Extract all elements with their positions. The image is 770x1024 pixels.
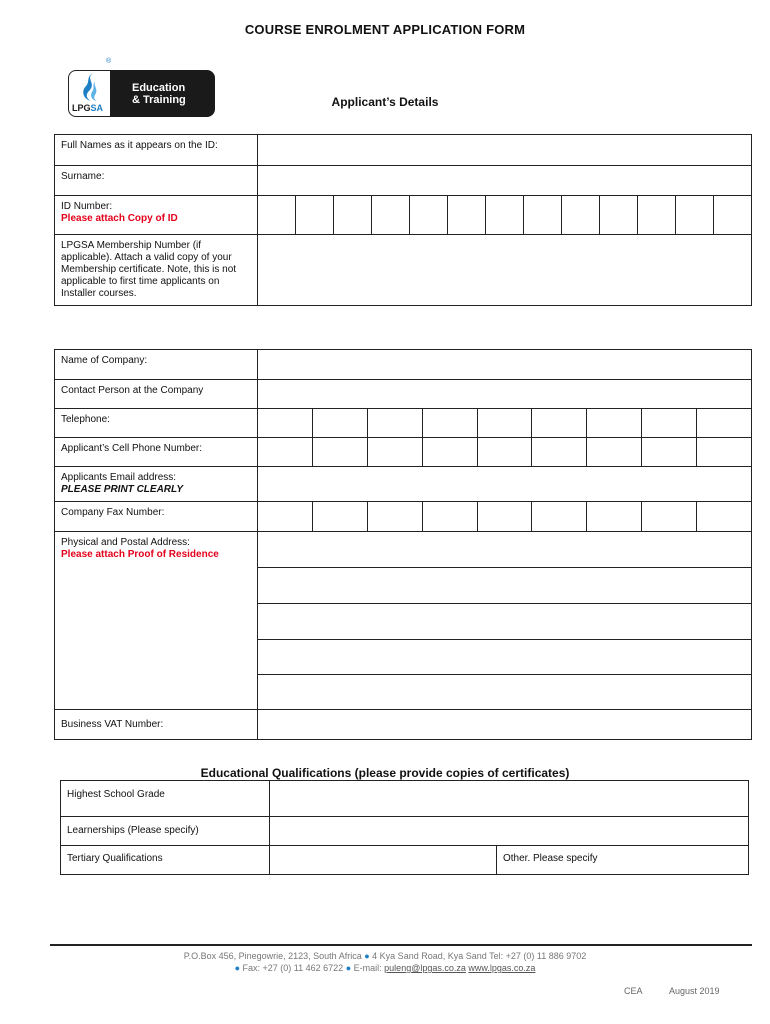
id-copy-note: Please attach Copy of ID <box>61 213 178 224</box>
id-digit-box[interactable] <box>334 196 372 235</box>
fax-label: Company Fax Number: <box>55 502 258 532</box>
applicant-table <box>54 134 752 306</box>
vat-number-field[interactable] <box>258 710 752 740</box>
company-name-field[interactable] <box>258 350 752 380</box>
tertiary-label: Tertiary Qualifications <box>61 846 270 875</box>
address-line-field[interactable] <box>258 604 752 640</box>
telephone-digit-box[interactable] <box>697 409 752 438</box>
footer-line-1 <box>0 950 770 962</box>
telephone-digit-box[interactable] <box>477 409 532 438</box>
other-specify-field[interactable] <box>497 846 749 875</box>
company-table <box>54 349 752 740</box>
website-link[interactable]: www.lpgas.co.za <box>468 963 536 973</box>
cell-digit-box[interactable] <box>477 438 532 467</box>
form-title: COURSE ENROLMENT APPLICATION FORM <box>244 22 526 37</box>
logo-wordmark: LPGSA <box>72 103 104 113</box>
registered-mark: ® <box>106 58 112 65</box>
id-digit-box[interactable] <box>258 196 296 235</box>
id-digit-box[interactable] <box>714 196 752 235</box>
logo-line-training: & Training <box>132 94 186 106</box>
learnerships-field[interactable] <box>270 817 749 846</box>
fax-digit-box[interactable] <box>697 502 752 532</box>
telephone-digit-box[interactable] <box>367 409 422 438</box>
bullet-icon: ● <box>345 963 352 973</box>
cell-digit-box[interactable] <box>312 438 367 467</box>
school-grade-label: Highest School Grade <box>61 781 270 817</box>
id-digit-box[interactable] <box>676 196 714 235</box>
form-code: CEA <box>624 986 643 996</box>
lpgsa-logo <box>68 58 215 117</box>
cell-digit-box[interactable] <box>642 438 697 467</box>
fax-digit-box[interactable] <box>477 502 532 532</box>
qualifications-table <box>60 780 749 875</box>
id-digit-box[interactable] <box>372 196 410 235</box>
fax-digit-box[interactable] <box>367 502 422 532</box>
applicant-details-heading: Applicant’s Details <box>331 95 439 109</box>
bullet-icon: ● <box>364 951 370 961</box>
telephone-digit-box[interactable] <box>642 409 697 438</box>
learnerships-label: Learnerships (Please specify) <box>61 817 270 846</box>
membership-field[interactable] <box>258 235 752 306</box>
school-grade-field[interactable] <box>270 781 749 817</box>
email-field[interactable] <box>258 467 752 502</box>
id-digit-box[interactable] <box>410 196 448 235</box>
address-line-field[interactable] <box>258 675 752 710</box>
email-label-cell <box>55 467 258 502</box>
surname-field[interactable] <box>258 166 752 196</box>
id-digit-box[interactable] <box>562 196 600 235</box>
surname-label: Surname: <box>55 166 258 196</box>
company-name-label: Name of Company: <box>55 350 258 380</box>
cell-digit-box[interactable] <box>532 438 587 467</box>
address-label-cell <box>55 532 258 710</box>
cell-digit-box[interactable] <box>422 438 477 467</box>
fax-number: Fax: +27 (0) 11 462 6722 <box>242 963 344 973</box>
id-number-label: ID Number: <box>61 201 113 212</box>
qualifications-heading: Educational Qualifications (please provide copies of certificates) <box>200 766 570 780</box>
telephone-digit-box[interactable] <box>312 409 367 438</box>
street-address-tel: 4 Kya Sand Road, Kya Sand Tel: +27 (0) 11 886 9702 <box>372 951 587 961</box>
id-digit-box[interactable] <box>486 196 524 235</box>
email-link[interactable]: puleng@lpgas.co.za <box>384 963 466 973</box>
logo-flame-panel <box>68 70 112 117</box>
id-digit-box[interactable] <box>600 196 638 235</box>
id-digit-box[interactable] <box>524 196 562 235</box>
contact-person-label: Contact Person at the Company <box>55 380 258 409</box>
id-digit-box[interactable] <box>638 196 676 235</box>
fax-digit-box[interactable] <box>312 502 367 532</box>
full-names-field[interactable] <box>258 135 752 166</box>
print-clearly-note: PLEASE PRINT CLEARLY <box>61 484 184 495</box>
address-line-field[interactable] <box>258 568 752 604</box>
telephone-digit-box[interactable] <box>258 409 313 438</box>
membership-label: LPGSA Membership Number (if applicable). Attach a valid copy of your Membership certificate. Note, this is not applicable to first time applicants on Installer courses. <box>55 235 258 306</box>
postal-address: P.O.Box 456, Pinegowrie, 2123, South Africa <box>183 951 362 961</box>
telephone-digit-box[interactable] <box>587 409 642 438</box>
vat-number-label: Business VAT Number: <box>55 710 258 740</box>
email-label: Applicants Email address: <box>61 472 177 483</box>
fax-digit-box[interactable] <box>642 502 697 532</box>
cell-digit-box[interactable] <box>697 438 752 467</box>
bullet-icon: ● <box>234 963 240 973</box>
address-line-field[interactable] <box>258 532 752 568</box>
telephone-label: Telephone: <box>55 409 258 438</box>
full-names-label: Full Names as it appears on the ID: <box>55 135 258 166</box>
other-specify-label: Other. Please specify <box>503 853 598 864</box>
footer-line-2 <box>0 962 770 974</box>
form-date: August 2019 <box>669 986 720 996</box>
proof-of-residence-note: Please attach Proof of Residence <box>61 549 219 560</box>
telephone-digit-box[interactable] <box>422 409 477 438</box>
footer-divider <box>50 944 752 946</box>
address-line-field[interactable] <box>258 640 752 675</box>
contact-person-field[interactable] <box>258 380 752 409</box>
fax-digit-box[interactable] <box>422 502 477 532</box>
id-digit-box[interactable] <box>448 196 486 235</box>
footer-contact <box>0 950 770 974</box>
logo-text-panel <box>110 70 215 117</box>
id-digit-box[interactable] <box>296 196 334 235</box>
email-prefix: E-mail: <box>353 963 382 973</box>
fax-digit-box[interactable] <box>258 502 313 532</box>
tertiary-field[interactable] <box>270 846 497 875</box>
cell-digit-box[interactable] <box>587 438 642 467</box>
telephone-digit-box[interactable] <box>532 409 587 438</box>
logo-line-education: Education <box>132 82 186 94</box>
cell-phone-label: Applicant’s Cell Phone Number: <box>55 438 258 467</box>
cell-digit-box[interactable] <box>367 438 422 467</box>
fax-digit-box[interactable] <box>532 502 587 532</box>
fax-digit-box[interactable] <box>587 502 642 532</box>
address-label: Physical and Postal Address: <box>61 537 190 548</box>
cell-digit-box[interactable] <box>258 438 313 467</box>
id-number-label-cell <box>55 196 258 235</box>
